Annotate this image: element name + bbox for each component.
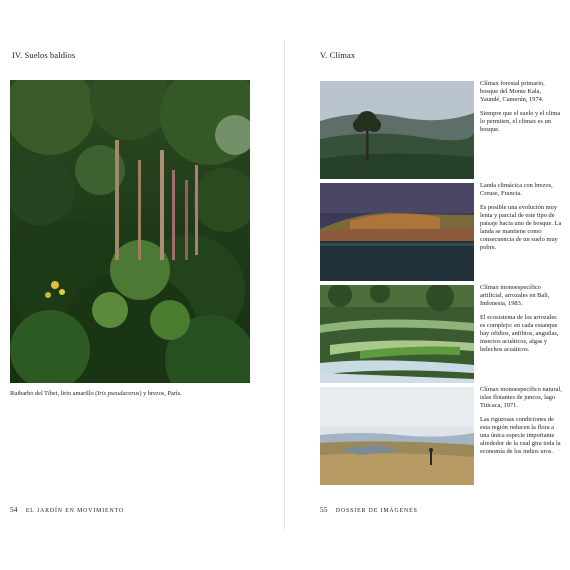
page-number-right: 55 xyxy=(320,505,328,514)
caption-species: Iris pseudacorus xyxy=(97,390,140,397)
entry-4-description: Las rigurosas condiciones de esta región reducen la flora a una única especie importante alrededor de la cual gira toda la economía de los indios uros. xyxy=(480,416,561,455)
forest-photo xyxy=(320,81,474,179)
heath-photo xyxy=(320,183,474,281)
entry-1-description: Siempre que el suelo y el clima lo permiten, el clímax es un bosque. xyxy=(480,110,561,133)
garden-photo xyxy=(10,80,250,383)
rice-terraces-photo xyxy=(320,285,474,383)
entry-4-text xyxy=(480,386,562,462)
page-number-left: 54 xyxy=(10,505,18,514)
reed-islands-photo xyxy=(320,387,474,485)
entry-3-caption: Clímax monoespecífico artificial, arrozales en Bali, Indonesia, 1983. xyxy=(480,284,550,307)
entry-3-text xyxy=(480,284,562,360)
section-title-left: IV. Suelos baldíos xyxy=(12,50,76,60)
entry-1-caption: Clímax forestal primario, bosque del Monte Kala, Yaundé, Camerún, 1974. xyxy=(480,80,545,103)
right-page xyxy=(286,0,570,570)
entry-3-description: El ecosistema de los arrozales es complejo: en cada estanque hay ofidios, anfibios, anguilas, insectos acuáticos, algas y helechos acuáticos. xyxy=(480,314,559,353)
caption-text: Ruibarbo del Tíbet, lirio amarillo ( xyxy=(10,390,98,397)
entry-2-description: Es posible una evolución muy lenta y parcial de este tipo de paisaje hacia uno de bosque. La landa se mantiene como consecuencia de un suelo muy pobre. xyxy=(480,204,562,251)
caption-text-end: ) y brezos, París. xyxy=(139,390,182,397)
folio-right xyxy=(320,505,418,514)
entry-2-text xyxy=(480,182,562,258)
entry-2-caption: Landa climácica con brezos, Creuse, Francia. xyxy=(480,182,553,197)
folio-left xyxy=(10,505,124,514)
entry-4-caption: Clímax monoespecífico natural, islas flotantes de juncos, lago Titicaca, 1971. xyxy=(480,386,562,409)
section-title-right: V. Clímax xyxy=(320,50,356,60)
running-footer-left: EL JARDÍN EN MOVIMIENTO xyxy=(25,508,125,514)
running-footer-right: DOSSIER DE IMÁGENES xyxy=(335,508,418,514)
main-photo-caption xyxy=(10,390,260,398)
entry-1-text xyxy=(480,80,562,140)
gutter-divider xyxy=(284,40,285,530)
left-page xyxy=(0,0,284,570)
